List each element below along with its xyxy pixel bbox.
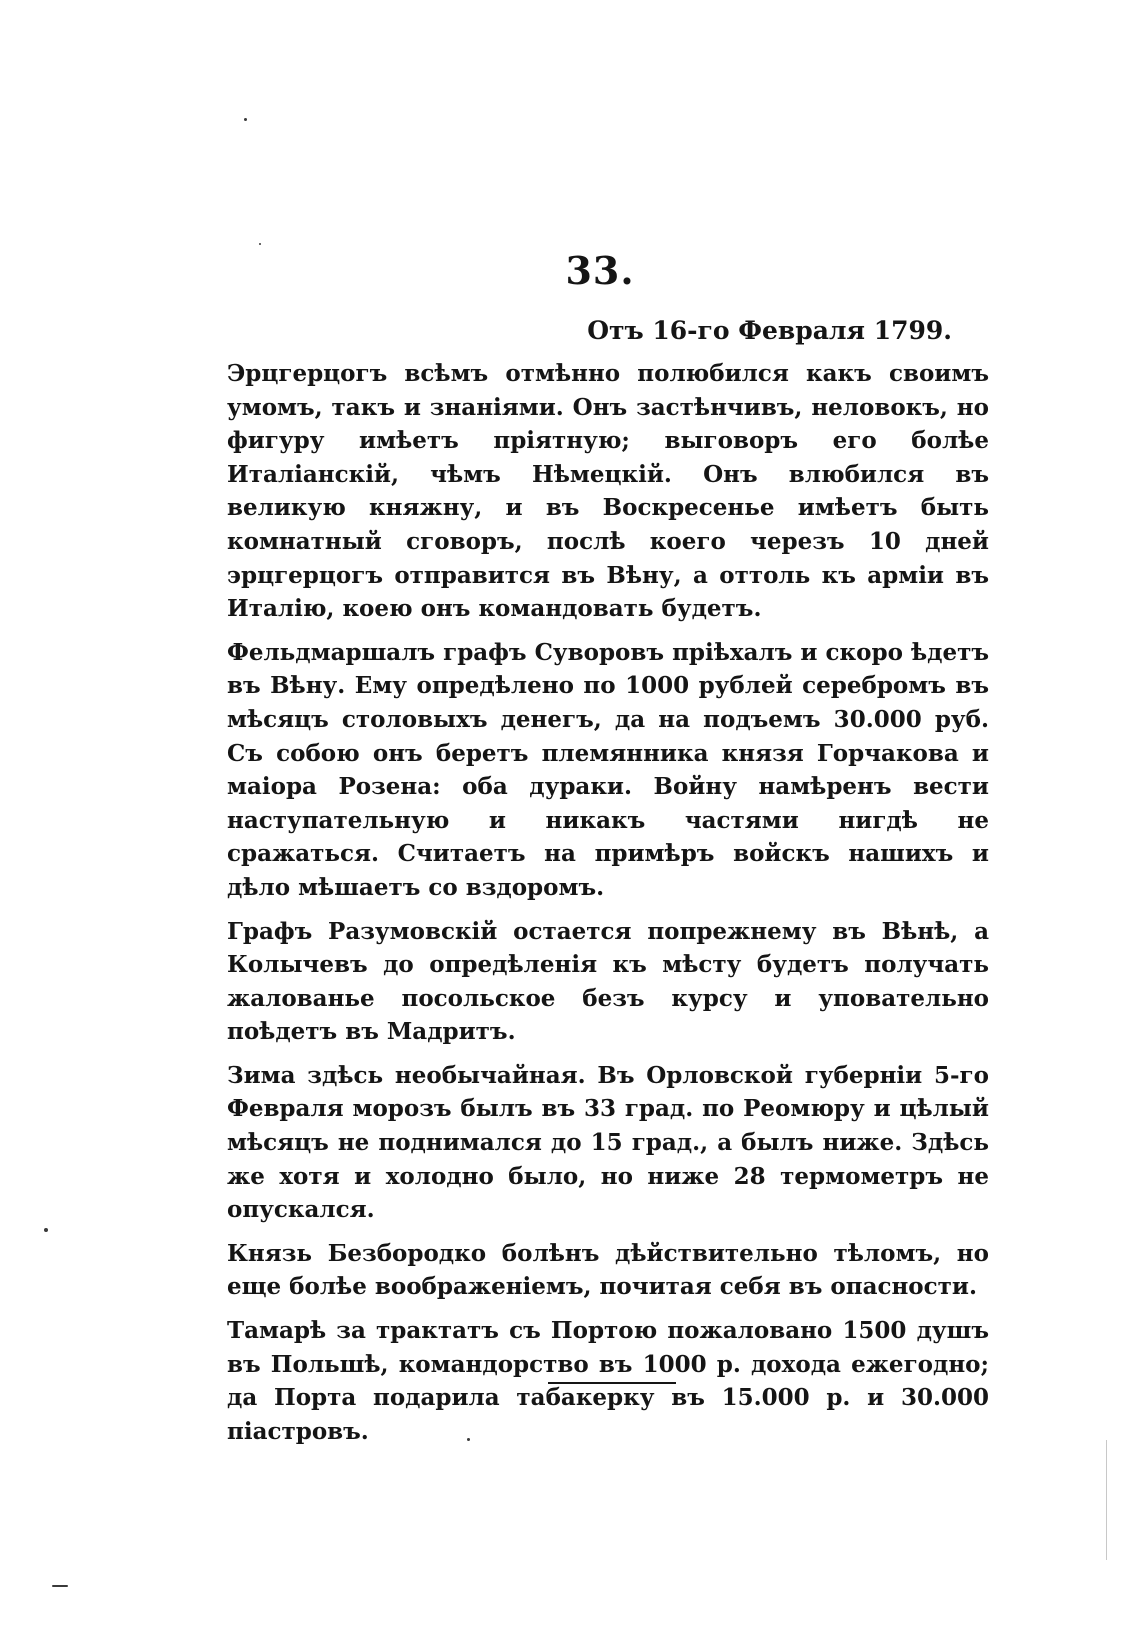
paragraph: Фельдмаршалъ графъ Суворовъ пріѣхалъ и скоро ѣдетъ въ Вѣну. Ему опредѣлено по 1000 рублей серебромъ въ мѣсяцъ столовыхъ денегъ, да на подъемъ 30.000 руб. Съ собою онъ беретъ племянника князя Горчакова и маіора Розена: оба дураки. Войну намѣренъ вести наступательную и никакъ частями нигдѣ не сражаться. Считаетъ на примѣръ войскъ нашихъ и дѣло мѣшаетъ со вздоромъ. — [227, 638, 989, 901]
letter-date: Отъ 16-го Февраля 1799. — [587, 316, 952, 345]
closing-rule — [548, 1382, 676, 1384]
scan-edge-line — [1106, 1440, 1107, 1560]
print-speck — [52, 1585, 68, 1587]
paragraph: Князь Безбородко болѣнъ дѣйствительно тѣломъ, но еще болѣе воображеніемъ, почитая себя въ опасности. — [227, 1239, 989, 1301]
print-speck — [259, 243, 261, 245]
print-speck — [44, 1228, 48, 1232]
paragraph: Графъ Разумовскій остается попрежнему въ Вѣнѣ, а Колычевъ до опредѣленія къ мѣсту будетъ получать жалованье посольское безъ курсу и уповательно поѣдетъ въ Мадритъ. — [227, 917, 989, 1046]
paragraph: Зима здѣсь необычайная. Въ Орловской губерніи 5-го Февраля морозъ былъ въ 33 град. по Реомюру и цѣлый мѣсяцъ не поднимался до 15 град., а былъ ниже. Здѣсь же хотя и холодно было, но ниже 28 термометръ не опускался. — [227, 1061, 989, 1224]
paragraph: Эрцгерцогъ всѣмъ отмѣнно полюбился какъ своимъ умомъ, такъ и знаніями. Онъ застѣнчивъ, неловокъ, но фигуру имѣетъ пріятную; выговоръ его болѣе Италіанскій, чѣмъ Нѣмецкій. Онъ влюбился въ великую княжну, и въ Воскресенье имѣетъ быть комнатный сговоръ, послѣ коего черезъ 10 дней эрцгерцогъ отправится въ Вѣну, а оттоль къ арміи въ Италію, коею онъ командовать будетъ. — [227, 360, 989, 623]
letter-number: 33. — [565, 248, 635, 293]
print-speck — [244, 118, 247, 121]
letter-body — [227, 357, 989, 1458]
paragraph: Тамарѣ за трактатъ съ Портою пожаловано 1500 душъ въ Польшѣ, командорство въ 1000 р. дохода ежегодно; да Порта подарила табакерку въ 15.000 р. и 30.000 піастровъ. — [227, 1317, 989, 1445]
